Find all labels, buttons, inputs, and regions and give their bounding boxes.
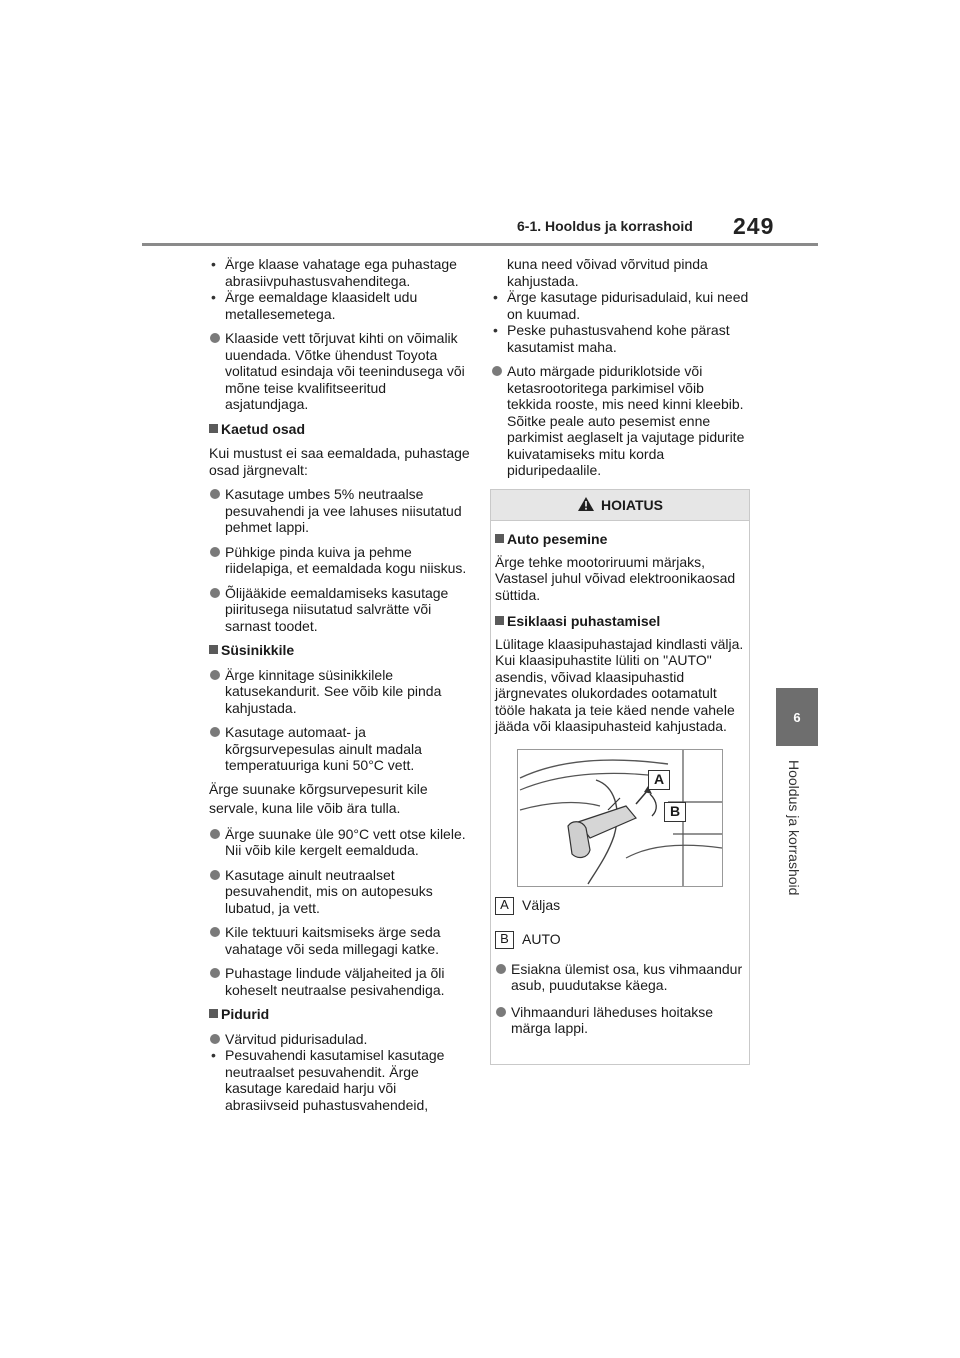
left-column xyxy=(209,256,471,1113)
callout-badge-b: B xyxy=(664,802,686,822)
list-item: Auto märgade piduriklotside või ketasrootoritega parkimisel võib tekkida rooste, mis need kinni kleebib. Sõitke peale auto pesemist enne parkimist aeglaselt ja vajutage pidurite kuivatamiseks mitu korda piduripedaalile. xyxy=(491,363,751,479)
legend-row-b xyxy=(495,931,745,949)
list-item: • Ärge klaase vahatage ega puhastage abrasiivpuhastusvahenditega. xyxy=(209,256,471,289)
wiper-switch-illustration xyxy=(517,749,723,887)
list-item: Puhastage lindude väljaheited ja õli koheselt neutraalse pesivahendiga. xyxy=(209,965,471,998)
subheading-kaetud-osad: Kaetud osad xyxy=(209,421,471,438)
list-item: • Ärge kasutage pidurisadulaid, kui need on kuumad. xyxy=(491,289,751,322)
warning-box xyxy=(490,489,750,1065)
legend-text-a: Väljas xyxy=(522,897,561,914)
warning-title: HOIATUS xyxy=(601,497,663,513)
list-item: Vihmaanduri läheduses hoitakse märga lappi. xyxy=(495,1004,745,1037)
legend-row-a xyxy=(495,897,745,915)
warning-header xyxy=(491,490,749,521)
list-item: Ärge kinnitage süsinikkilele katusekandurit. See võib kile pinda kahjustada. xyxy=(209,667,471,717)
page-number: 249 xyxy=(733,213,775,239)
paragraph: Ärge suunake kõrgsurvepesurit kile servale, kuna lile võib ära tulla. xyxy=(209,780,428,816)
continued-text: kuna need võivad võrvitud pinda kahjustada. xyxy=(507,256,708,289)
list-item: Ärge suunake üle 90°C vett otse kilele. Nii võib kile kergelt eemalduda. xyxy=(209,826,471,859)
subheading-susinikkile: Süsinikkile xyxy=(209,642,471,659)
list-item: Kasutage ainult neutraalset pesuvahendit, mis on autopesuks lubatud, ja vett. xyxy=(209,867,471,917)
warning-triangle-icon xyxy=(577,496,595,515)
list-item: Õlijääkide eemaldamiseks kasutage piiritusega niisutatud salvrätte või sarnast toodet. xyxy=(209,585,471,635)
list-item: Värvitud pidurisadulad. xyxy=(209,1031,471,1048)
legend-text-b: AUTO xyxy=(522,931,561,948)
chapter-label: Hooldus ja korrashoid xyxy=(786,760,802,896)
list-item: Esiakna ülemist osa, kus vihmaandur asub, puudutakse käega. xyxy=(495,961,745,994)
subheading-auto-pesemine: Auto pesemine xyxy=(495,531,745,548)
list-item: Kile tektuuri kaitsmiseks ärge seda vahatage või seda millegagi katke. xyxy=(209,924,471,957)
legend-letter-a: A xyxy=(495,897,514,915)
list-item: Kasutage automaat- ja kõrgsurvepesulas ainult madala temperatuuriga kuni 50°C vett. xyxy=(209,724,471,774)
list-item: • Peske puhastusvahend kohe pärast kasutamist maha. xyxy=(491,322,751,355)
list-item: Klaaside vett tõrjuvat kihti on võimalik uuendada. Võtke ühendust Toyota volitatud esindaja või teenindusega või mõne teise kvalifitseeritud asjatundjaga. xyxy=(209,330,471,413)
list-item: Pühkige pinda kuiva ja pehme riidelapiga, et eemaldada kogu niiskus. xyxy=(209,544,471,577)
steering-wheel-illustration xyxy=(518,750,722,886)
subheading-esiklaasi: Esiklaasi puhastamisel xyxy=(495,613,745,630)
right-column xyxy=(491,256,751,479)
list-item: • Ärge eemaldage klaasidelt udu metallesemetega. xyxy=(209,289,471,322)
warning-body xyxy=(491,521,749,1037)
list-item: Kasutage umbes 5% neutraalse pesuvahendi ja vee lahuses niisutatud pehmet lappi. xyxy=(209,486,471,536)
paragraph: Kui mustust ei saa eemaldada, puhastage osad järgnevalt: xyxy=(209,445,470,478)
paragraph: Ärge tehke mootoriruumi märjaks, Vastasel juhul võivad elektroonikaosad süttida. xyxy=(495,553,736,603)
chapter-tab[interactable]: 6 xyxy=(776,688,818,746)
list-item: • Pesuvahendi kasutamisel kasutage neutraalset pesuvahendit. Ärge kasutage karedaid harju või abrasiivseid puhastusvahendeid, xyxy=(209,1047,471,1113)
paragraph: Lülitage klaasipuhastajad kindlasti välja. Kui klaasipuhastite lüliti on "AUTO" asendis, võivad klaasipuhastid järgnevates olukordades ootamatult tööle hakata ja teie käed nende vahele jääda või klaasipuhasteid kahjustada. xyxy=(495,635,744,734)
subheading-pidurid: Pidurid xyxy=(209,1006,471,1023)
callout-badge-a: A xyxy=(648,770,670,790)
legend-letter-b: B xyxy=(495,931,514,949)
header-divider xyxy=(142,243,818,246)
section-title: 6-1. Hooldus ja korrashoid xyxy=(517,218,693,234)
